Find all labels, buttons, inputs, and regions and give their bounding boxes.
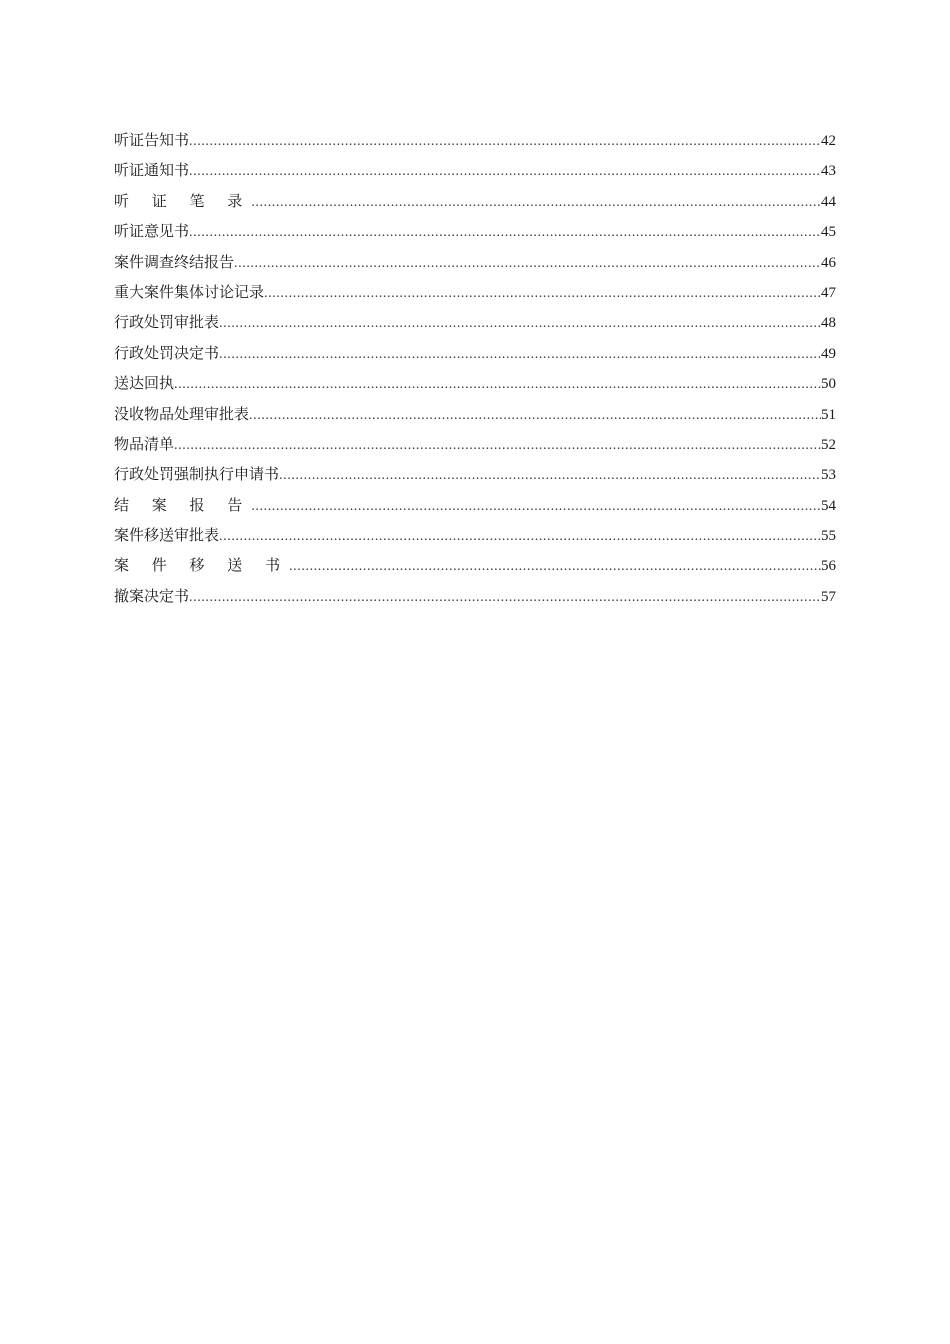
toc-page-number: 50 (821, 376, 836, 393)
toc-dot-leader (251, 188, 821, 216)
toc-page-number: 54 (821, 497, 836, 514)
toc-entry-transfer-approval[interactable] (114, 520, 836, 550)
toc-entry-label: 案件调查终结报告 (114, 252, 235, 271)
toc-entry-label: 案 件 移 送 书 (114, 556, 290, 575)
toc-dot-leader (279, 461, 821, 489)
toc-page-number: 49 (821, 345, 836, 362)
toc-dot-leader (249, 401, 821, 429)
toc-page-number: 42 (821, 133, 836, 149)
toc-dot-leader (264, 279, 821, 307)
toc-entry-case-closing-report[interactable] (114, 490, 836, 520)
toc-page-number: 45 (821, 224, 836, 241)
toc-entry-confiscation-approval[interactable] (114, 399, 836, 429)
toc-entry-label: 送达回执 (114, 374, 175, 393)
toc-entry-hearing-notice[interactable] (114, 125, 836, 155)
toc-dot-leader (189, 583, 821, 611)
toc-entry-penalty-decision[interactable] (114, 338, 836, 368)
toc-page-number: 52 (821, 436, 836, 453)
toc-entry-hearing-summons[interactable] (114, 155, 836, 185)
toc-dot-leader (289, 552, 821, 580)
toc-page-number: 53 (821, 467, 836, 484)
toc-entry-enforcement-application[interactable] (114, 459, 836, 489)
toc-entry-item-list[interactable] (114, 429, 836, 459)
toc-entry-label: 物品清单 (114, 434, 175, 453)
toc-page-number: 44 (821, 193, 836, 210)
toc-entry-case-withdrawal[interactable] (114, 581, 836, 611)
toc-dot-leader (189, 127, 821, 155)
toc-entry-delivery-receipt[interactable] (114, 368, 836, 398)
toc-entry-label: 听 证 笔 录 (114, 191, 252, 210)
toc-entry-label: 重大案件集体讨论记录 (114, 282, 265, 301)
toc-entry-label: 听证通知书 (114, 161, 190, 180)
table-of-contents (114, 125, 836, 611)
toc-page-number: 55 (821, 528, 836, 545)
toc-entry-label: 没收物品处理审批表 (114, 404, 250, 423)
toc-page-number: 51 (821, 406, 836, 423)
toc-page-number: 43 (821, 163, 836, 180)
toc-dot-leader (219, 522, 821, 550)
toc-entry-label: 案件移送审批表 (114, 526, 220, 545)
toc-page-number: 56 (821, 558, 836, 575)
toc-dot-leader (234, 249, 821, 277)
toc-entry-label: 听证意见书 (114, 222, 190, 241)
toc-entry-case-transfer[interactable] (114, 550, 836, 580)
toc-dot-leader (219, 309, 821, 337)
toc-entry-label: 行政处罚审批表 (114, 313, 220, 332)
toc-dot-leader (189, 157, 821, 185)
toc-dot-leader (189, 218, 821, 246)
toc-entry-label: 行政处罚决定书 (114, 343, 220, 362)
toc-dot-leader (174, 370, 821, 398)
toc-entry-label: 行政处罚强制执行申请书 (114, 465, 280, 484)
toc-entry-investigation-report[interactable] (114, 247, 836, 277)
toc-page-number: 57 (821, 588, 836, 605)
toc-entry-label: 结 案 报 告 (114, 495, 252, 514)
toc-entry-hearing-opinion[interactable] (114, 216, 836, 246)
toc-page-number: 48 (821, 315, 836, 332)
toc-entry-penalty-approval[interactable] (114, 307, 836, 337)
toc-page-number: 46 (821, 254, 836, 271)
toc-entry-discussion-record[interactable] (114, 277, 836, 307)
toc-entry-hearing-record[interactable] (114, 186, 836, 216)
toc-entry-label: 听证告知书 (114, 131, 190, 149)
toc-page-number: 47 (821, 284, 836, 301)
toc-dot-leader (219, 340, 821, 368)
toc-entry-label: 撤案决定书 (114, 586, 190, 605)
toc-dot-leader (174, 431, 821, 459)
toc-dot-leader (251, 492, 821, 520)
